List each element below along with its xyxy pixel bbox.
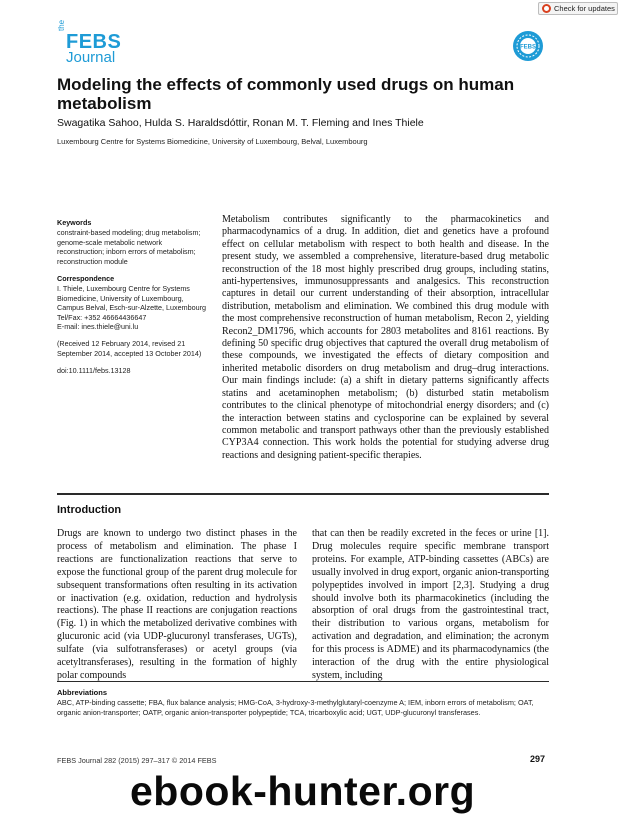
journal-logo-subtitle: Journal	[66, 49, 116, 66]
article-title: Modeling the effects of commonly used drugs on human metabolism	[57, 75, 515, 113]
introduction-heading: Introduction	[57, 504, 122, 516]
keywords-heading: Keywords	[57, 218, 92, 227]
article-authors: Swagatika Sahoo, Hulda S. Haraldsdóttir, Ronan M. T. Fleming and Ines Thiele	[57, 117, 424, 129]
introduction-column-1: Drugs are known to undergo two distinct phases in the process of metabolism and elimination. The phase I reactions are functionalization reactions that serve to expose the functional group of the parent drug molecule for subsequent transformations often resulting in its activation or inactivation (e.g. oxidation, reduction and hydrolysis reactions). The phase II reactions are conjugation reactions (Fig. 1) in which the metabolized derivative combines with glucuronic acid (via UDP-glucuronyl transferases, UGTs), sulfate (via sulfotransferases) or acetyl groups (via acetyltransferases), resulting in the formation of highly polar compounds	[57, 528, 297, 681]
febs-emblem-icon	[512, 30, 544, 62]
article-sidebar	[57, 218, 207, 384]
section-divider	[57, 493, 549, 495]
journal-logo-the: the	[57, 19, 66, 31]
watermark-text: ebook-hunter.org	[130, 768, 476, 814]
correspondence-email: E-mail: ines.thiele@uni.lu	[57, 322, 139, 332]
febs-emblem-text: FEBS	[519, 44, 537, 51]
abbreviations-text: ABC, ATP-binding cassette; FBA, flux balance analysis; HMG-CoA, 3-hydroxy-3-methylglutaryl-coenzyme A; IEM, inborn errors of metabolism; OAT, organic anion-transporter; OATP, organic anion-transporter polypeptide; TCA, tricarboxylic acid; UGT, UDP-glucuronyl transferases.	[57, 698, 534, 717]
abbreviations-divider	[57, 681, 549, 682]
received-dates: (Received 12 February 2014, revised 21 September 2014, accepted 13 October 2014)	[57, 339, 202, 358]
article-affiliation: Luxembourg Centre for Systems Biomedicine, University of Luxembourg, Belval, Luxembourg	[57, 137, 368, 146]
introduction-column-2: that can then be readily excreted in the feces or urine [1]. Drug molecules require specific membrane transport proteins. For example, ATP-binding cassettes (ABCs) are usually involved in drug export, organic anion-transporting polypeptides involved in import [2,3]. Studying a drug should involve both its pharmacokinetics (including the absorption of oral drugs from the gastrointestinal tract, their distribution to various organs, metabolism for activation and degradation, and elimination; the acronym for this process is ADME) and its pharmacodynamics (the interaction of the drug with the entire physiological system, including	[312, 528, 549, 681]
crossmark-icon	[542, 4, 551, 13]
article-doi: doi:10.1111/febs.13128	[57, 366, 131, 376]
abbreviations-heading: Abbreviations	[57, 688, 108, 697]
correspondence-heading: Correspondence	[57, 274, 115, 284]
keywords-text: constraint-based modeling; drug metabolism; genome-scale metabolic network reconstruction; inborn errors of metabolism; reconstruction module	[57, 228, 201, 266]
check-for-updates-label: Check for updates	[554, 4, 615, 13]
journal-logo-name: FEBS	[66, 31, 122, 53]
footer-citation: FEBS Journal 282 (2015) 297–317 © 2014 FEBS	[57, 756, 217, 765]
page-number: 297	[530, 754, 546, 764]
article-abstract: Metabolism contributes significantly to the pharmacokinetics and pharmacodynamics of a drug. In addition, diet and genetics have a profound effect on cellular metabolism with respect to both health and disease. In the present study, we assembled a comprehensive, literature-based drug metabolic reconstruction of the 18 most highly prescribed drug groups, including statins, anti-hypertensives, immunosuppressants and analgesics. This reconstruction captures in detail our current understanding of their absorption, intracellular distribution, metabolism and elimination. We combined this drug module with the most comprehensive reconstruction of human metabolism, Recon 2, yielding Recon2_DM1796, which accounts for 2803 metabolites and 8161 reactions. By defining 50 specific drug objectives that captured the overall drug metabolism of these compounds, we investigated the effects of dietary composition and inherited metabolic disorders on drug metabolism and drug–drug interactions. Our main findings include: (a) a shift in dietary patterns significantly affects statins and acetaminophen metabolism; (b) disturbed statin metabolism contributes to the clinical phenotype of mitochondrial energy disorders; and (c) the interaction between statins and cyclosporine can be explained by several common metabolic and transport pathways other than the previously established CYP3A4 connection. This work holds the potential for studying adverse drug reactions and designing patient-specific therapies.	[222, 214, 549, 461]
check-for-updates-button[interactable]	[538, 2, 618, 15]
correspondence-telfax: Tel/Fax: +352 46664436647	[57, 312, 147, 322]
correspondence-address: I. Thiele, Luxembourg Centre for Systems Biomedicine, University of Luxembourg, Campus Belval, Esch-sur-Alzette, Luxembourg	[57, 284, 207, 313]
